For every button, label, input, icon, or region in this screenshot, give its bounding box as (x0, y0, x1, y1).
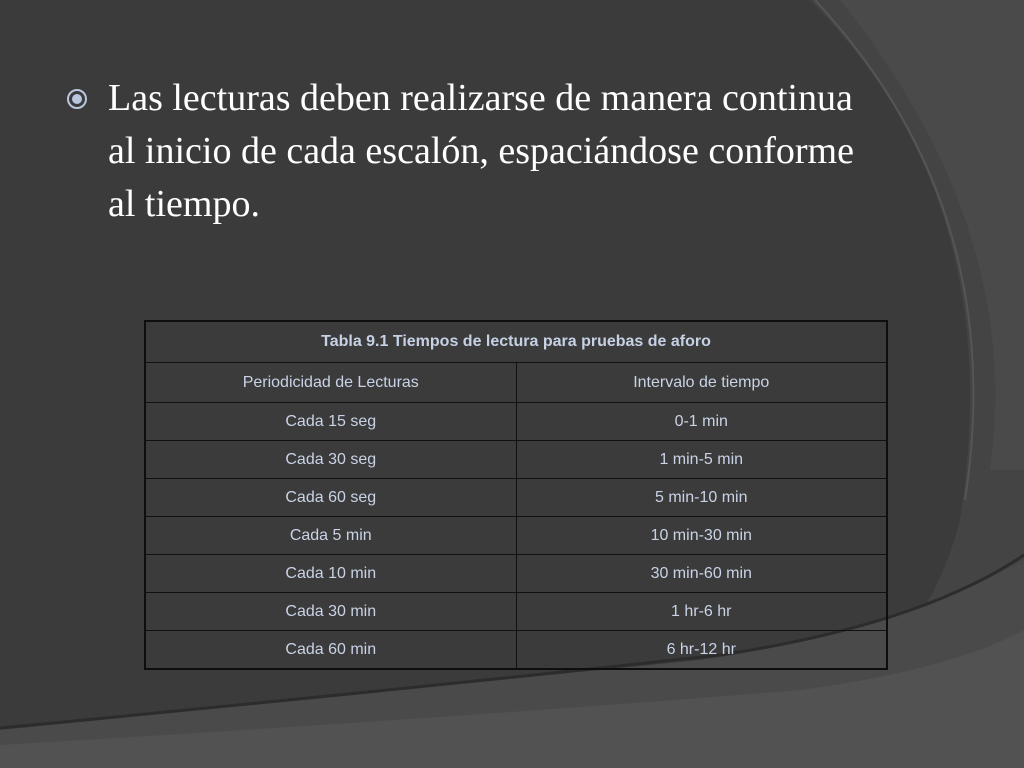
table-row (145, 441, 887, 479)
table-row (145, 403, 887, 441)
table-row (145, 479, 887, 517)
table-cell: 1 min-5 min (516, 441, 887, 479)
table-cell: Cada 60 seg (145, 479, 516, 517)
table-caption: Tabla 9.1 Tiempos de lectura para pruebas de aforo (145, 321, 887, 363)
table-cell: Cada 30 seg (145, 441, 516, 479)
table-cell: Cada 15 seg (145, 403, 516, 441)
table-row (145, 555, 887, 593)
column-header: Periodicidad de Lecturas (145, 363, 516, 403)
bullet-line: al tiempo. (108, 183, 260, 225)
bullet-text (108, 72, 968, 231)
table-cell: Cada 60 min (145, 631, 516, 670)
table-cell: 1 hr-6 hr (516, 593, 887, 631)
bullet-line: Las lecturas deben realizarse de manera continua (108, 77, 853, 119)
table-cell: Cada 10 min (145, 555, 516, 593)
circled-dot-icon (66, 88, 88, 110)
bullet-line: al inicio de cada escalón, espaciándose conforme (108, 130, 854, 172)
table-row (145, 593, 887, 631)
table-cell: Cada 30 min (145, 593, 516, 631)
table-cell: 5 min-10 min (516, 479, 887, 517)
table-cell: 6 hr-12 hr (516, 631, 887, 670)
data-table (144, 320, 888, 670)
column-header: Intervalo de tiempo (516, 363, 887, 403)
table-row (145, 631, 887, 670)
table-cell: 30 min-60 min (516, 555, 887, 593)
table-cell: Cada 5 min (145, 517, 516, 555)
reading-times-table (144, 320, 888, 670)
table-cell: 10 min-30 min (516, 517, 887, 555)
table-row (145, 517, 887, 555)
table-cell: 0-1 min (516, 403, 887, 441)
